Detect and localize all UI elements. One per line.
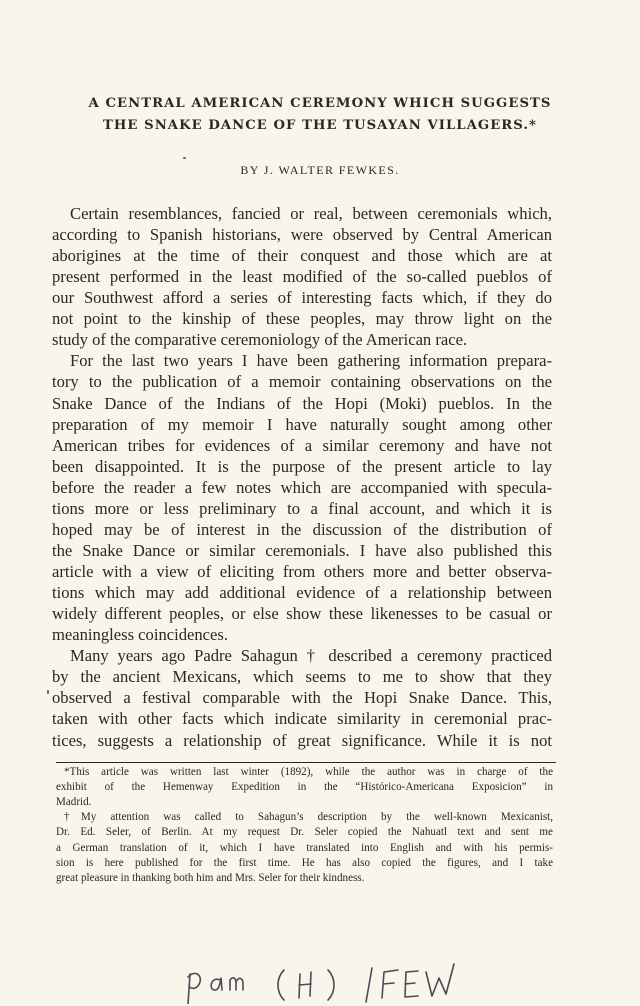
- ink-speck: [183, 157, 186, 159]
- body-text-line: tions which may add additional evidence of a relationship between: [52, 583, 552, 603]
- footnote-line: exhibit of the Hemenway Expedition in the “Histórico-Americana Exposicion” in: [56, 781, 553, 794]
- handwritten-pencil-note: [150, 960, 490, 1004]
- body-text-line: For the last two years I have been gathering information prepara-: [70, 351, 552, 371]
- footnote-line: sion is here published for the first time. He has also copied the figures, and I take: [56, 856, 553, 869]
- body-text-line: been disappointed. It is the purpose of the present article to lay: [52, 456, 552, 476]
- body-text-line: not point to the kinship of these peoples, may throw light on the: [52, 309, 552, 329]
- body-text-line: tices, suggests a relationship of great significance. While it is not: [52, 730, 552, 750]
- body-text-line: study of the comparative ceremoniology of the American race.: [52, 330, 468, 350]
- body-text-line: widely different peoples, or else show these likenesses to be casual or: [52, 604, 552, 624]
- body-text-line: before the reader a few notes which are accompanied with specula-: [52, 477, 552, 497]
- byline: BY J. WALTER FEWKES.: [240, 163, 400, 177]
- body-text-line: the Snake Dance or similar ceremonials. I have also published this: [52, 540, 552, 560]
- body-text-line: our Southwest afford a series of interesting facts which, if they do: [52, 288, 552, 308]
- body-text-line: tions more or less preliminary to a final account, and which it is: [52, 498, 552, 518]
- footnote-line: a German translation of it, which I have translated into English and with his permis-: [56, 841, 553, 854]
- article-title-line-1: A CENTRAL AMERICAN CEREMONY WHICH SUGGESTS: [88, 96, 552, 111]
- footnote-rule: [56, 762, 556, 763]
- body-text-line: Many years ago Padre Sahagun † described a ceremony practiced: [70, 646, 552, 666]
- body-text-line: according to Spanish historians, were observed by Central American: [52, 225, 552, 245]
- body-text-line: by the ancient Mexicans, which seems to me to show that they: [52, 667, 552, 687]
- footnote-line: Madrid.: [56, 796, 92, 809]
- article-title-line-2: THE SNAKE DANCE OF THE TUSAYAN VILLAGERS.*: [103, 118, 537, 133]
- body-text-line: meaningless coincidences.: [52, 625, 229, 645]
- body-text-line: Certain resemblances, fancied or real, between ceremonials which,: [70, 204, 552, 223]
- body-text-line: aborigines at the time of their conquest and those which are at: [52, 246, 552, 266]
- body-text-line: article with a view of eliciting from others more and better observa-: [52, 562, 552, 582]
- body-text-line: tory to the publication of a memoir containing observations on the: [52, 372, 552, 392]
- footnote-line: great pleasure in thanking both him and Mrs. Seler for their kindness.: [56, 871, 365, 884]
- footnote-line: †My attention was called to Sahagun’s description by the well-known Mexicanist,: [64, 811, 553, 824]
- body-text-line: taken with other facts which indicate similarity in ceremonial prac-: [52, 709, 552, 729]
- body-text-line: Snake Dance of the Indians of the Hopi (Moki) pueblos. In the: [52, 393, 552, 413]
- ink-speck: [47, 690, 49, 694]
- body-text-line: American tribes for evidences of a similar ceremony and have not: [52, 435, 552, 455]
- footnote-line: *This article was written last winter (1892), while the author was in charge of the: [64, 766, 553, 778]
- body-text-line: hoped may be of interest in the discussion of the distribution of: [52, 519, 552, 539]
- footnote-line: Dr. Ed. Seler, of Berlin. At my request Dr. Seler copied the Nahuatl text and sent me: [56, 826, 553, 839]
- body-text-line: present performed in the least modified of the so-called pueblos of: [52, 267, 552, 287]
- body-text-line: observed a festival comparable with the Hopi Snake Dance. This,: [52, 688, 552, 708]
- body-text-line: preparation of my memoir I have naturally sought among other: [52, 414, 552, 434]
